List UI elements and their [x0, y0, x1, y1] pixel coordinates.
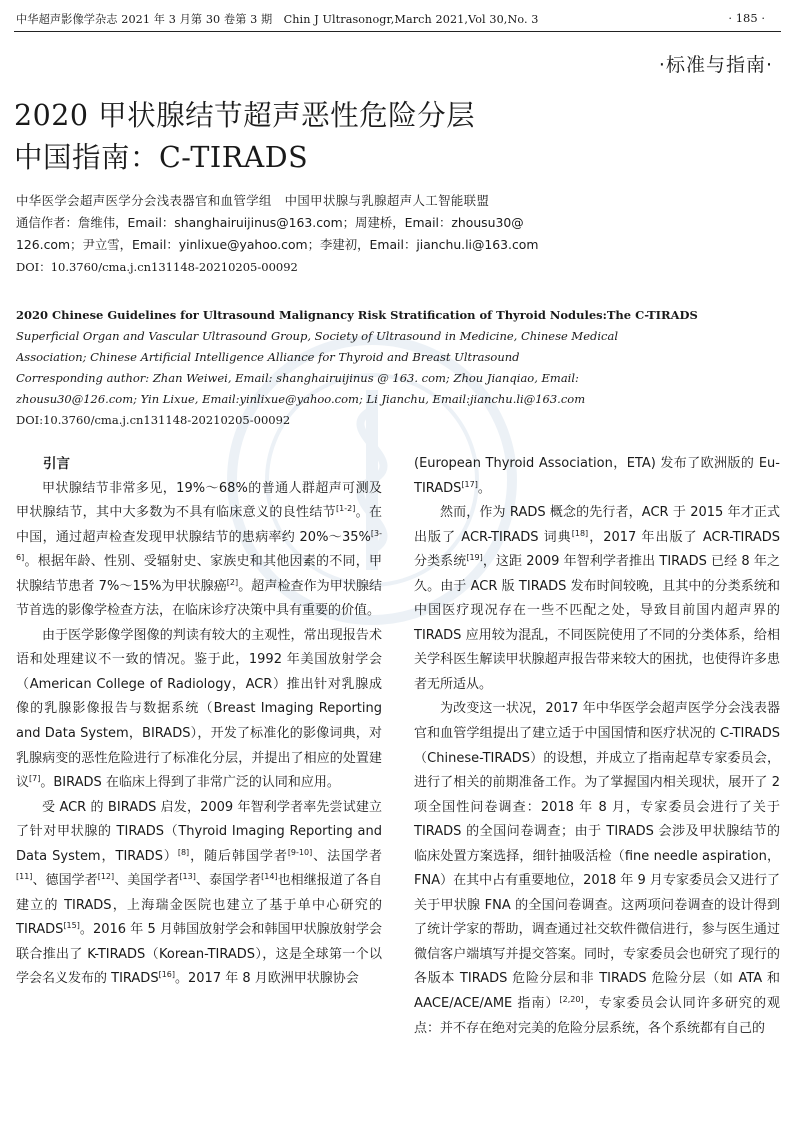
affiliation: 中华医学会超声医学分会浅表器官和血管学组 中国甲状腺与乳腺超声人工智能联盟 [16, 193, 490, 208]
paragraph: 由于医学影像学图像的判读有较大的主观性，常出现报告术语和处理建议不一致的情况。鉴于此，1992 年美国放射学会（American College of Radiology，ACR）推出针对乳腺成像的乳腺影像报告与数据系统（Breast Imaging Reporting and Data System，BIRADS），开发了标准化的影像词典，对乳腺病变的恶性危险进行了标准化分层，并提出了相应的处置建议[7]。BIRADS 在临床上得到了非常广泛的认同和应用。 [16, 627, 382, 791]
header-rule [14, 31, 781, 32]
english-affiliation-line-1: Superficial Organ and Vascular Ultrasound Group, Society of Ultrasound in Medicine, Chinese Medical [16, 329, 619, 343]
body-column-right [414, 452, 780, 1041]
body-column-left [16, 452, 382, 992]
title-line-2: 中国指南：C-TIRADS [14, 141, 309, 174]
paragraph: 甲状腺结节非常多见，19%～68%的普通人群超声可测及甲状腺结节，其中大多数为不具有临床意义的良性结节[1-2]。在中国，通过超声检查发现甲状腺结节的患病率约 20%～35%[3-6]。根据年龄、性别、受辐射史、家族史和其他因素的不同，甲状腺结节患者 7%～15%为甲状腺癌[2]。超声检查作为甲状腺结节首选的影像学检查方法，在临床诊疗决策中具有重要的价值。 [16, 480, 382, 619]
journal-header: 中华超声影像学杂志 2021 年 3 月第 30 卷第 3 期 Chin J Ultrasonogr,March 2021,Vol 30,No. 3 [16, 13, 539, 26]
english-doi: DOI:10.3760/cma.j.cn131148-20210205-00092 [16, 413, 291, 427]
doi: DOI：10.3760/cma.j.cn131148-20210205-00092 [16, 260, 298, 274]
author-info [16, 190, 641, 278]
corresponding-authors-line-1: 通信作者：詹维伟，Email：shanghairuijinus@163.com；周建桥，Email：zhousu30@ [16, 215, 524, 230]
article-title [14, 95, 475, 179]
english-corresponding-line-1: Corresponding author: Zhan Weiwei, Email: shanghairuijinus @ 163. com; Zhou Jianqiao, Email: [16, 371, 579, 385]
english-title: 2020 Chinese Guidelines for Ultrasound Malignancy Risk Stratification of Thyroid Nodules:The C-TIRADS [16, 308, 698, 322]
english-affiliation-line-2: Association; Chinese Artificial Intelligence Alliance for Thyroid and Breast Ultrasound [16, 350, 520, 364]
section-heading-introduction: 引言 [43, 456, 70, 472]
paragraph: 为改变这一状况，2017 年中华医学会超声医学分会浅表器官和血管学组提出了建立适于中国国情和医疗状况的 C-TIRADS（Chinese-TIRADS）的设想，并成立了指南起草专家委员会，进行了相关的前期准备工作。为了掌握国内相关现状，展开了 2 项全国性问卷调查：2018 年 8 月，专家委员会进行了关于 TIRADS 的全国问卷调查；由于 TIRADS 会涉及甲状腺结节的临床处置方案选择，细针抽吸活检（fine needle aspiration，FNA）在其中占有重要地位，2018 年 9 月专家委员会又进行了关于甲状腺 FNA 的全国问卷调查。这两项问卷调查的设计得到了统计学家的帮助，调查通过社交软件微信进行，参与医生通过微信客户端填写并提交答案。同时，专家委员会也研究了现行的各版本 TIRADS 危险分层和非 TIRADS 危险分层（如 ATA 和 AACE/ACE/AME 指南）[2,20]，专家委员会认同许多研究的观点：并不存在绝对完美的危险分层系统，各个系统都有自己的 [414, 701, 780, 1036]
paragraph: (European Thyroid Association，ETA) 发布了欧洲版的 Eu-TIRADS[17]。 [414, 456, 780, 496]
section-tag: ·标准与指南· [658, 54, 773, 76]
paragraph: 然而，作为 RADS 概念的先行者，ACR 于 2015 年才正式出版了 ACR-TIRADS 词典[18]，2017 年出版了 ACR-TIRADS 分类系统[19]，这距 2009 年智利学者推出 TIRADS 已经 8 年之久。由于 ACR 版 TIRADS 发布时间较晚，且其中的分类系统和中国医疗现况存在一些不匹配之处，导致目前国内超声界的 TIRADS 应用较为混乱，不同医院使用了不同的分类体系，给相关学科医生解读甲状腺超声报告带来较大的困扰，也使得许多患者无所适从。 [414, 505, 781, 692]
page-number: · 185 · [728, 11, 765, 25]
english-corresponding-line-2: zhousu30@126.com; Yin Lixue, Email:yinlixue@yahoo.com; Li Jianchu, Email:jianchu.li@163.com [16, 392, 586, 406]
english-abstract-header [16, 305, 786, 431]
corresponding-authors-line-2: 126.com；尹立雪，Email：yinlixue@yahoo.com；李建初，Email：jianchu.li@163.com [16, 237, 539, 252]
paragraph: 受 ACR 的 BIRADS 启发，2009 年智利学者率先尝试建立了针对甲状腺的 TIRADS（Thyroid Imaging Reporting and Data System，TIRADS）[8]，随后韩国学者[9-10]、法国学者[11]、德国学者[12]、美国学者[13]、泰国学者[14]也相继报道了各自建立的 TIRADS，上海瑞金医院也建立了基于单中心研究的 TIRADS[15]。2016 年 5 月韩国放射学会和韩国甲状腺放射学会联合推出了 K-TIRADS（Korean-TIRADS），这是全球第一个以学会名义发布的 TIRADS[16]。2017 年 8 月欧洲甲状腺协会 [16, 799, 382, 987]
title-line-1: 2020 甲状腺结节超声恶性危险分层 [14, 99, 476, 132]
